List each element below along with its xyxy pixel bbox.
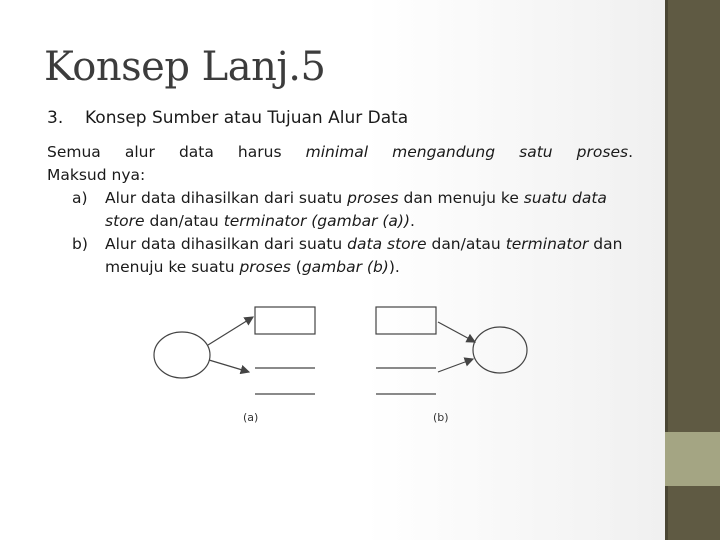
body-content (47, 141, 633, 279)
item-a-text-3: dan/atau (144, 212, 224, 230)
intro-emphasis: minimal mengandung satu proses (305, 143, 629, 161)
terminator-box-a (255, 307, 315, 334)
intro-lead: Semua alur data harus (47, 143, 306, 161)
terminator-box-b (376, 307, 436, 334)
process-circle-b (473, 327, 527, 373)
dfd-diagram (145, 300, 533, 434)
item-b-text-1: Alur data dihasilkan dari suatu (105, 235, 348, 253)
flow-arrow-b-upper (438, 322, 475, 342)
item-a-text-1: Alur data dihasilkan dari suatu (105, 189, 348, 207)
list-item-b (47, 233, 633, 279)
list-marker-b: b) (72, 235, 88, 253)
list-marker-a: a) (72, 189, 88, 207)
item-b-italic-2: terminator (505, 235, 589, 253)
heading-text: Konsep Sumber atau Tujuan Alur Data (85, 108, 409, 128)
figure-label-b: (b) (433, 411, 449, 424)
flow-arrow-b-lower (438, 359, 473, 372)
flow-arrow-a-lower (209, 360, 249, 372)
item-b-italic-3: proses (239, 258, 291, 276)
sidebar-accent-block (665, 432, 720, 486)
slide-title: Konsep Lanj.5 (44, 44, 326, 90)
section-heading (47, 108, 408, 128)
item-a-text-2: dan menuju ke (398, 189, 524, 207)
item-a-italic-3: terminator (gambar (a)) (223, 212, 411, 230)
list-item-a (47, 187, 633, 233)
item-b-text-3: dan menuju ke suatu (105, 235, 623, 276)
decorative-sidebar (665, 0, 720, 540)
process-circle-a (154, 332, 210, 378)
item-a-text-4: . (410, 212, 415, 230)
item-a-italic-2: suatu data store (105, 189, 607, 230)
figure-label-a: (a) (243, 411, 259, 424)
heading-number: 3. (47, 108, 64, 128)
item-b-italic-1: data store (347, 235, 427, 253)
item-b-text-5: ). (388, 258, 400, 276)
item-b-italic-4: gambar (b) (301, 258, 389, 276)
intro-line-2: Maksud nya: (47, 166, 146, 184)
intro-end: . (628, 143, 633, 161)
item-a-italic-1: proses (347, 189, 399, 207)
item-b-text-2: dan/atau (426, 235, 506, 253)
dfd-figure (145, 300, 533, 434)
intro-line (47, 141, 633, 164)
flow-arrow-a-upper (208, 317, 253, 345)
item-b-text-4: ( (290, 258, 302, 276)
